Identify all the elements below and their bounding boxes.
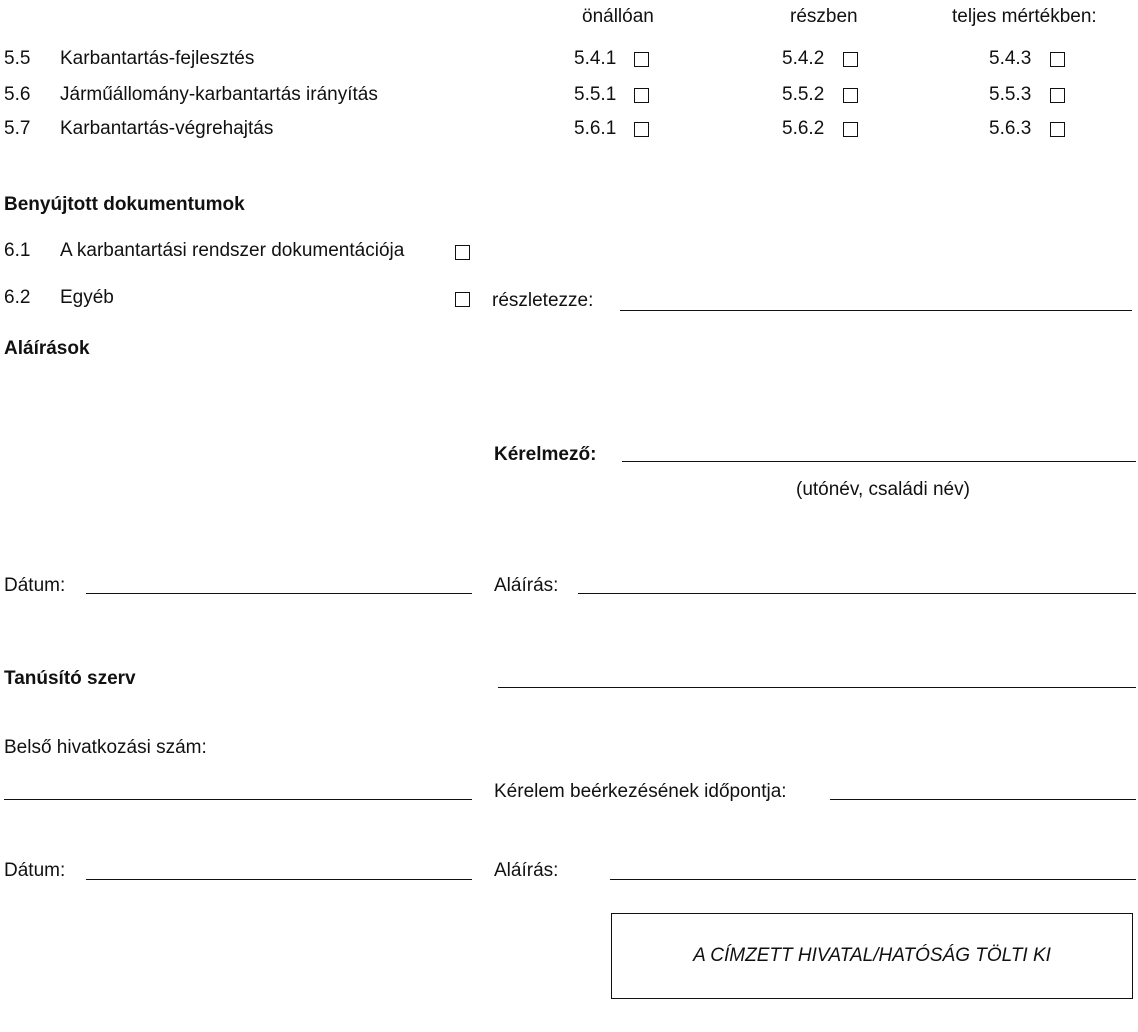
office-use-box (611, 913, 1133, 999)
checkbox-5-4-1[interactable] (634, 52, 649, 67)
row-number: 5.7 (4, 118, 31, 139)
item-number: 6.2 (4, 287, 31, 308)
option-code: 5.6.2 (782, 118, 825, 139)
certifier-signature-label: Aláírás: (494, 860, 559, 881)
option-code: 5.4.2 (782, 48, 825, 69)
certifier-date-label: Dátum: (4, 860, 66, 881)
checkbox-5-6-3[interactable] (1050, 122, 1065, 137)
date-label: Dátum: (4, 575, 66, 596)
checkbox-5-5-3[interactable] (1050, 88, 1065, 103)
item-label: A karbantartási rendszer dokumentációja (60, 240, 405, 261)
signature-label: Aláírás: (494, 575, 559, 596)
option-code: 5.4.3 (989, 48, 1032, 69)
row-label: Karbantartás-végrehajtás (60, 118, 274, 139)
option-code: 5.6.3 (989, 118, 1032, 139)
signature-line[interactable] (578, 593, 1136, 594)
received-date-line[interactable] (830, 799, 1136, 800)
checkbox-5-5-2[interactable] (843, 88, 858, 103)
row-label: Karbantartás-fejlesztés (60, 48, 255, 69)
option-code: 5.5.1 (574, 84, 617, 105)
option-code: 5.5.3 (989, 84, 1032, 105)
row-number: 5.5 (4, 48, 31, 69)
date-line[interactable] (86, 593, 472, 594)
certifier-date-line[interactable] (86, 879, 472, 880)
row-label: Járműállomány-karbantartás irányítás (60, 84, 378, 105)
checkbox-5-5-1[interactable] (634, 88, 649, 103)
applicant-label: Kérelmező: (494, 444, 597, 465)
certifier-name-line[interactable] (498, 687, 1136, 688)
detail-label: részletezze: (492, 290, 594, 311)
section-heading-documents: Benyújtott dokumentumok (4, 194, 245, 215)
checkbox-5-6-2[interactable] (843, 122, 858, 137)
section-heading-certifier: Tanúsító szerv (4, 668, 136, 689)
checkbox-other[interactable] (455, 292, 470, 307)
option-code: 5.4.1 (574, 48, 617, 69)
reference-number-label: Belső hivatkozási szám: (4, 737, 207, 758)
applicant-name-line[interactable] (622, 461, 1136, 462)
checkbox-5-6-1[interactable] (634, 122, 649, 137)
column-header-full: teljes mértékben: (952, 6, 1097, 27)
item-number: 6.1 (4, 240, 31, 261)
reference-number-line[interactable] (4, 799, 472, 800)
checkbox-5-4-2[interactable] (843, 52, 858, 67)
detail-input-line[interactable] (620, 310, 1132, 311)
column-header-partial: részben (790, 6, 858, 27)
section-heading-signatures: Aláírások (4, 338, 90, 359)
checkbox-5-4-3[interactable] (1050, 52, 1065, 67)
column-header-independent: önállóan (582, 6, 654, 27)
checkbox-maintenance-documentation[interactable] (455, 245, 470, 260)
received-date-label: Kérelem beérkezésének időpontja: (494, 781, 787, 802)
office-use-note: A CÍMZETT HIVATAL/HATÓSÁG TÖLTI KI (693, 945, 1051, 966)
certifier-signature-line[interactable] (610, 879, 1136, 880)
item-label: Egyéb (60, 287, 114, 308)
option-code: 5.5.2 (782, 84, 825, 105)
row-number: 5.6 (4, 84, 31, 105)
applicant-hint: (utónév, családi név) (796, 479, 970, 500)
option-code: 5.6.1 (574, 118, 617, 139)
